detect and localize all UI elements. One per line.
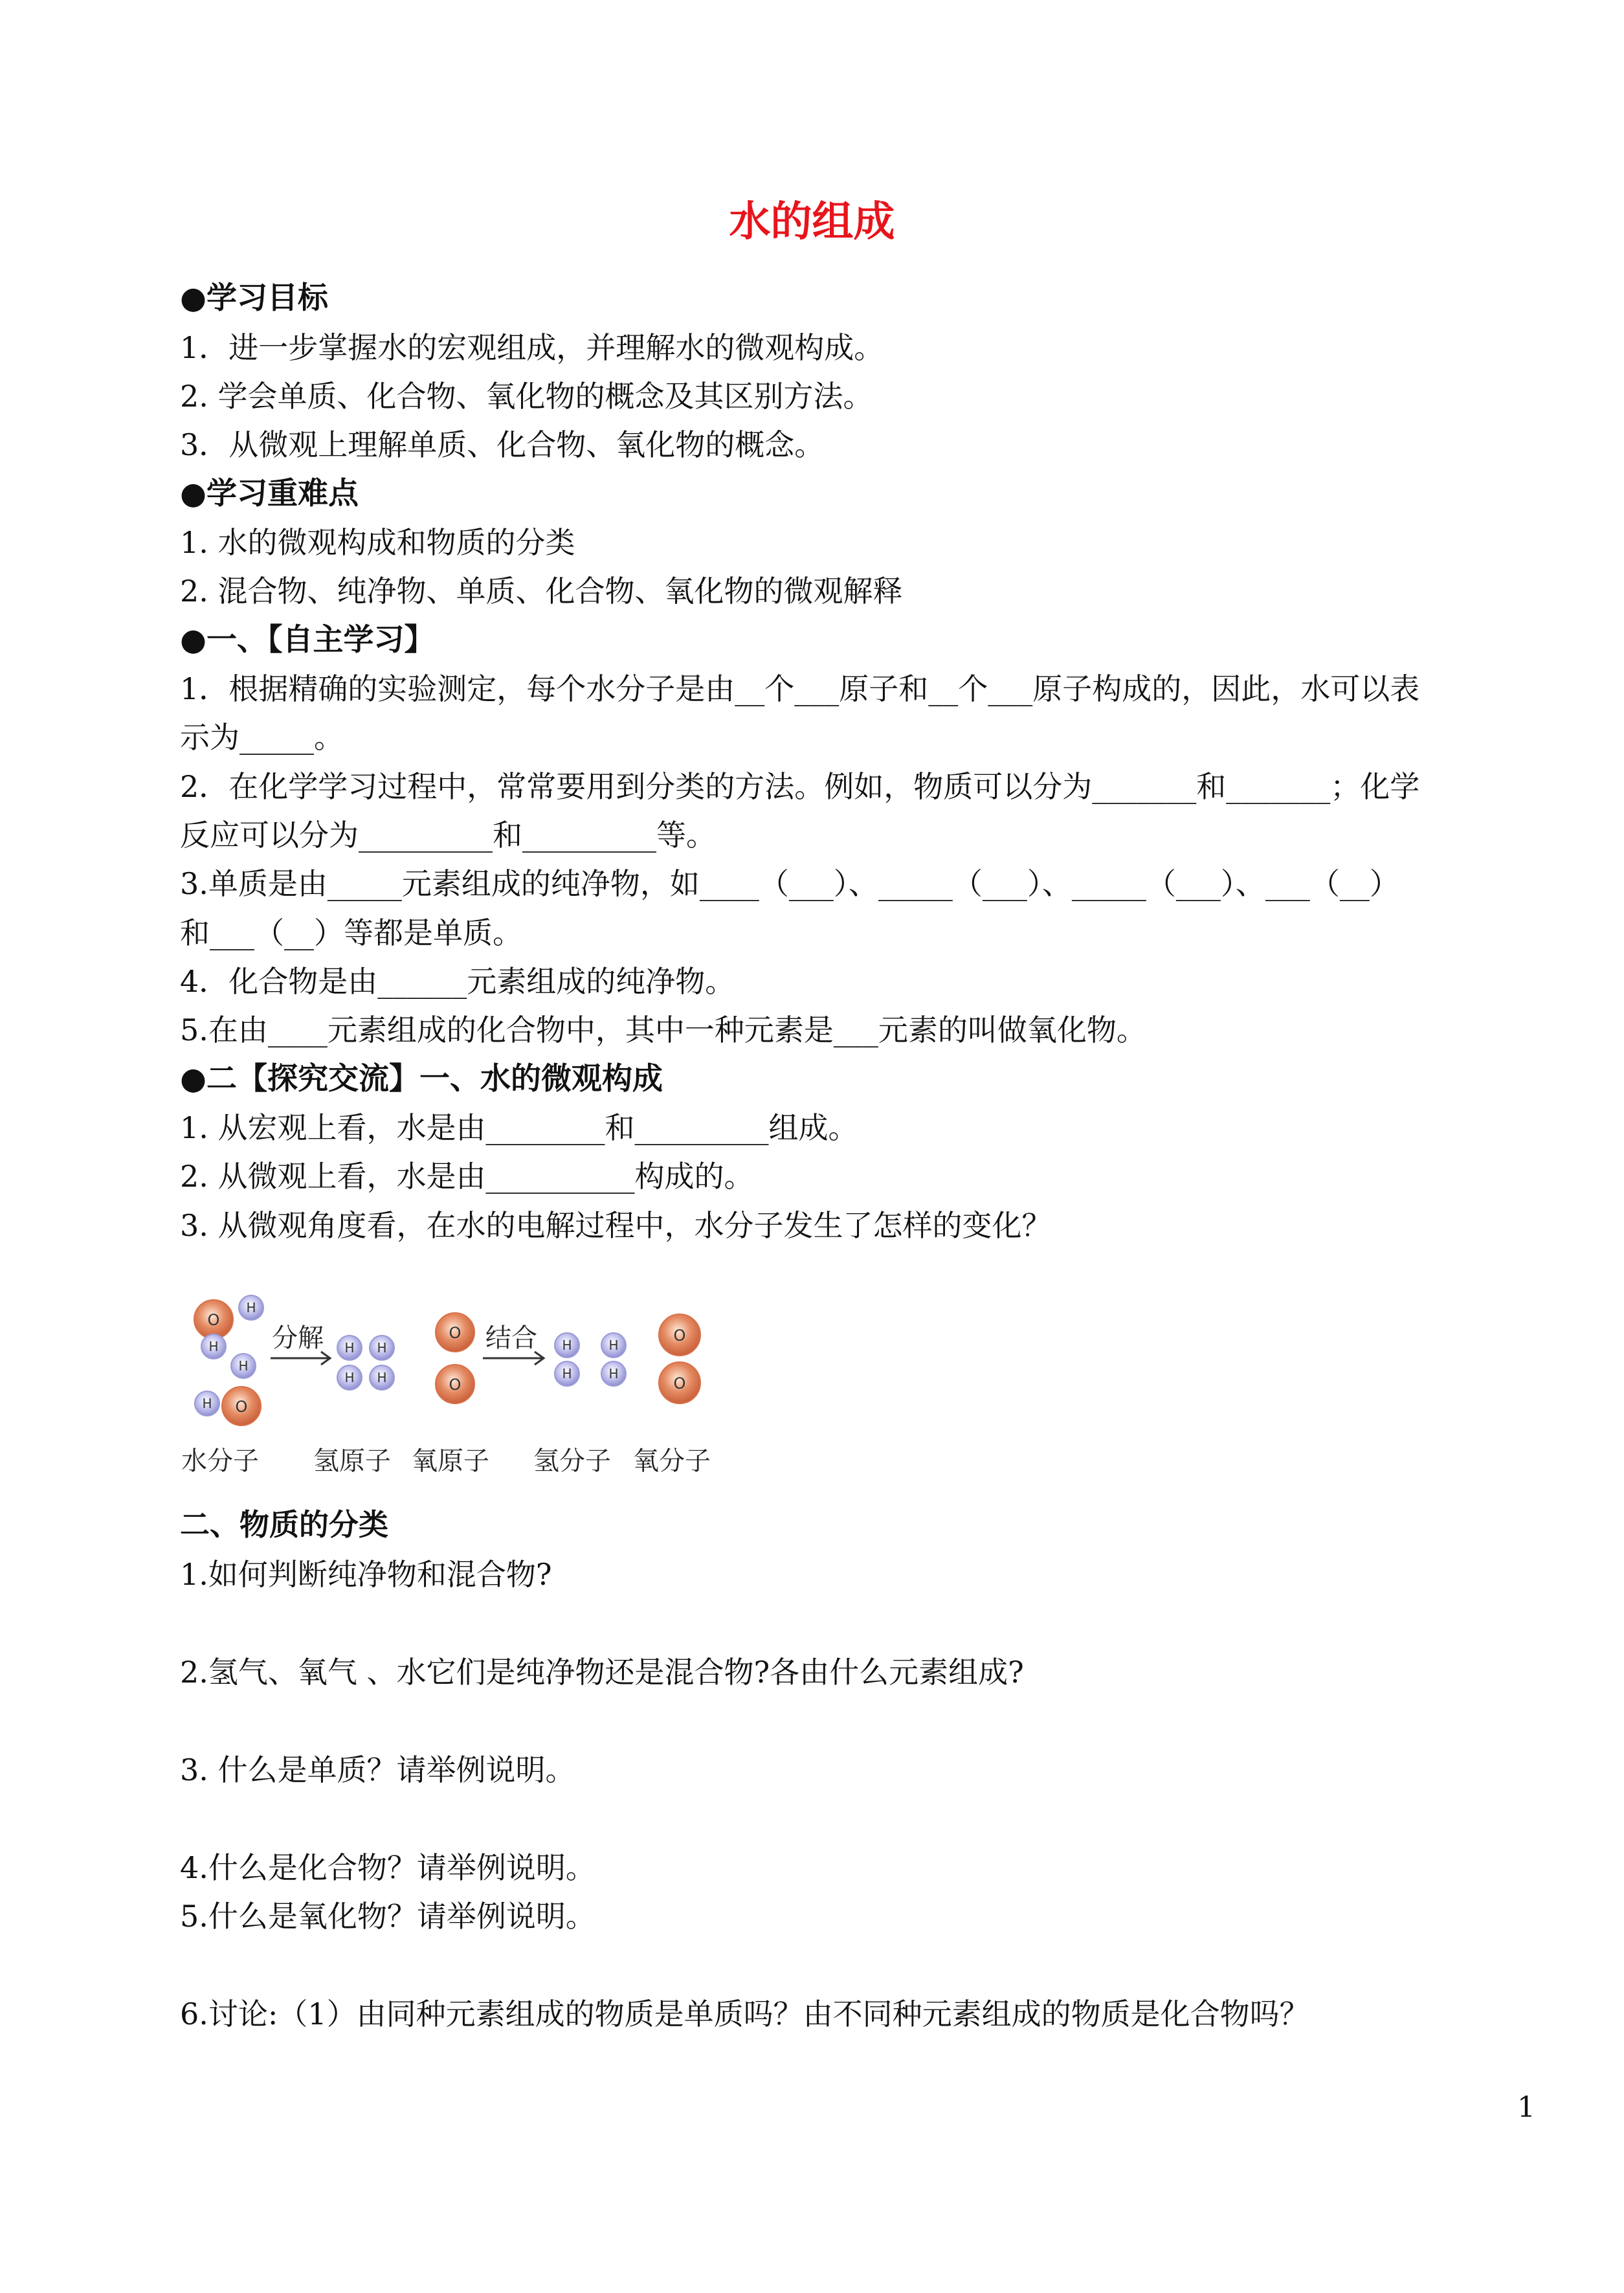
arrow-label-decompose: 分解 [272,1323,324,1353]
hydrogen-symbol: H [208,1339,219,1354]
label-oxygen-molecule: 氧分子 [633,1446,711,1476]
classification-question: 1.如何判断纯净物和混合物? [180,1557,552,1592]
oxygen-symbol: O [235,1398,248,1416]
arrow-decompose [271,1323,330,1365]
classification-question: 4.什么是化合物？请举例说明。 [180,1850,595,1885]
hydrogen-symbol: H [562,1366,572,1381]
explore-question: 1. 从宏观上看，水是由________和_________组成。 [180,1110,858,1145]
oxygen-symbol: O [673,1326,686,1345]
explore-question: 3. 从微观角度看，在水的电解过程中，水分子发生了怎样的变化？ [180,1208,1052,1243]
key-item: 1. 水的微观构成和物质的分类 [180,525,575,560]
section-key-heading: ●学习重难点 [180,476,359,511]
classification-question: 6.讨论:（1）由同种元素组成的物质是单质吗？由不同种元素组成的物质是化合物吗？ [180,1997,1309,2031]
hydrogen-symbol: H [246,1300,256,1315]
section-explore-heading: ●二【探究交流】一、水的微观构成 [180,1061,663,1097]
section-goals-heading: ●学习目标 [180,280,329,316]
label-hydrogen-molecule: 氢分子 [533,1446,611,1476]
self-study-text: 4．化合物是由______元素组成的纯净物。 [180,964,735,999]
arrow-combine [483,1323,544,1365]
water-electrolysis-diagram [180,1269,737,1482]
hydrogen-symbol: H [377,1340,387,1356]
hydrogen-symbol: H [238,1358,249,1374]
hydrogen-symbol: H [377,1370,387,1385]
self-study-text: 1．根据精确的实验测定，每个水分子是由__个___原子和__个___原子构成的，因此，水可以表 [180,671,1420,706]
hydrogen-symbol: H [608,1366,619,1381]
page-title: 水的组成 [729,198,895,246]
hydrogen-symbol: H [562,1337,572,1353]
self-study-text: 示为_____。 [180,720,344,755]
oxygen-symbol: O [449,1376,462,1394]
section-classification-heading: 二、物质的分类 [180,1507,388,1542]
self-study-text: 3.单质是由_____元素组成的纯净物，如____（___）、_____（___）、_____（___）、___（__） [180,866,1399,901]
page-number: 1 [1517,2091,1535,2124]
label-oxygen-atom: 氧原子 [412,1446,489,1476]
oxygen-symbol: O [207,1311,220,1329]
hydrogen-symbol: H [608,1337,619,1353]
arrow-label-combine: 结合 [485,1323,537,1353]
explore-question: 2. 从微观上看，水是由__________构成的。 [180,1159,754,1194]
classification-question: 3. 什么是单质？请举例说明。 [180,1752,575,1787]
label-water-molecule: 水分子 [181,1446,259,1476]
goal-item: 1．进一步掌握水的宏观组成，并理解水的微观构成。 [180,330,884,365]
classification-question: 5.什么是氧化物？请举例说明。 [180,1899,595,1934]
label-hydrogen-atom: 氢原子 [313,1446,391,1476]
self-study-text: 和___（__）等都是单质。 [180,915,522,950]
hydrogen-symbol: H [344,1370,355,1385]
oxygen-symbol: O [673,1374,686,1393]
classification-question: 2.氢气、氧气 、水它们是纯净物还是混合物?各由什么元素组成? [180,1655,1024,1690]
self-study-text: 5.在由____元素组成的化合物中，其中一种元素是___元素的叫做氧化物。 [180,1012,1146,1047]
self-study-text: 反应可以分为_________和_________等。 [180,818,716,853]
self-study-text: 2．在化学学习过程中，常常要用到分类的方法。例如，物质可以分为_______和_______；化学 [180,769,1420,804]
oxygen-symbol: O [449,1324,462,1342]
hydrogen-symbol: H [202,1396,212,1411]
goal-item: 2. 学会单质、化合物、氧化物的概念及其区别方法。 [180,379,873,414]
section-self-study-heading: ●一、【自主学习】 [180,622,435,658]
hydrogen-symbol: H [344,1340,355,1356]
key-item: 2. 混合物、纯净物、单质、化合物、氧化物的微观解释 [180,574,903,609]
goal-item: 3．从微观上理解单质、化合物、氧化物的概念。 [180,427,825,462]
